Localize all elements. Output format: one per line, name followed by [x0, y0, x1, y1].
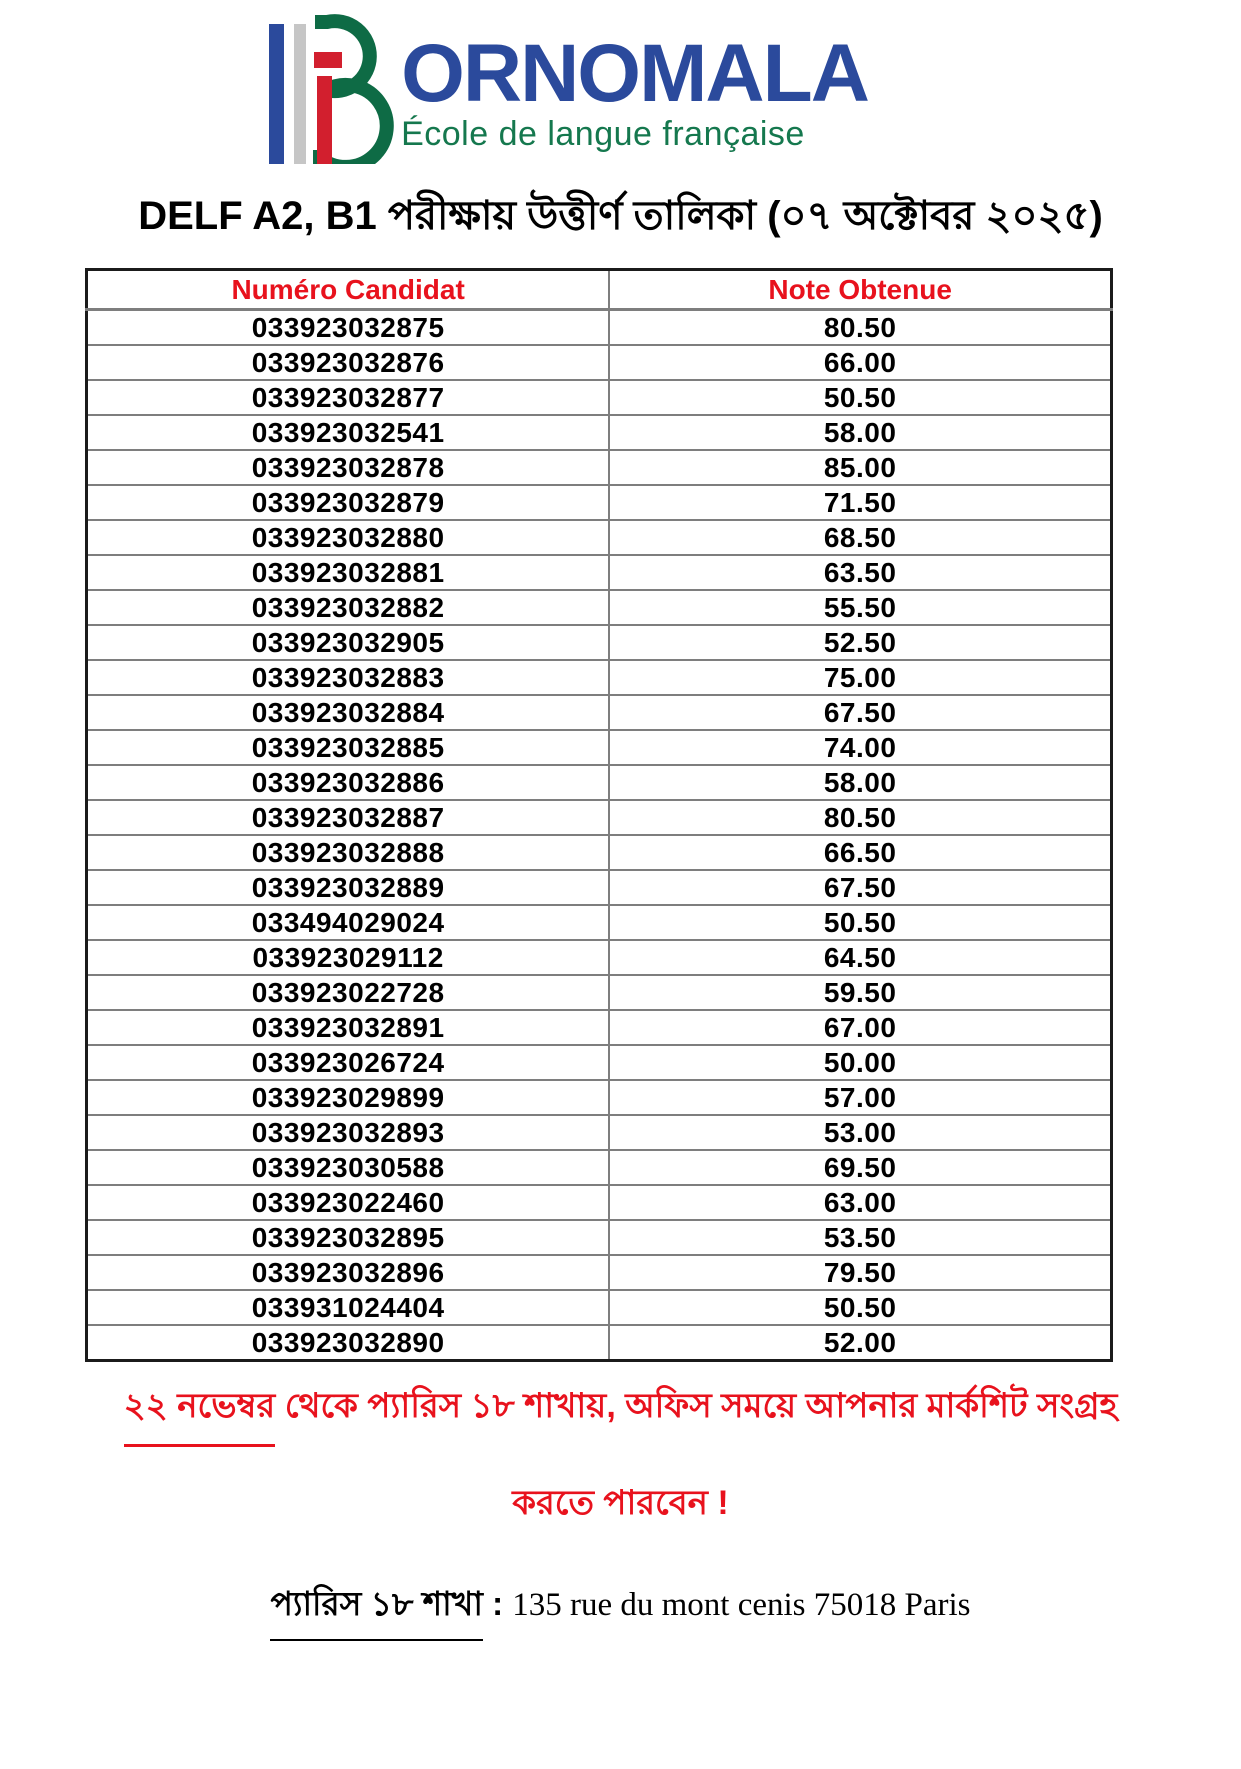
table-row [87, 940, 1112, 975]
note-obtenue-cell: 71.50 [609, 485, 1111, 520]
page-title: DELF A2, B1 পরীক্ষায় উত্তীর্ণ তালিকা (০৭ অক্টোবর ২০২৫) [138, 194, 1103, 238]
note-obtenue-cell: 75.00 [609, 660, 1111, 695]
header-numero-candidat: Numéro Candidat [87, 270, 610, 310]
candidate-number-cell: 033923026724 [87, 1045, 610, 1080]
note-obtenue-cell: 58.00 [609, 415, 1111, 450]
note-obtenue-cell: 66.50 [609, 835, 1111, 870]
candidate-number-cell: 033923032891 [87, 1010, 610, 1045]
candidate-number-cell: 033923032893 [87, 1115, 610, 1150]
candidate-number-cell: 033923032885 [87, 730, 610, 765]
candidate-number-cell: 033923032877 [87, 380, 610, 415]
table-row [87, 1080, 1112, 1115]
table-row [87, 1325, 1112, 1361]
table-row [87, 660, 1112, 695]
note-obtenue-cell: 79.50 [609, 1255, 1111, 1290]
notice-line-2: করতে পারবেন ! [512, 1484, 729, 1522]
table-row [87, 450, 1112, 485]
note-obtenue-cell: 50.50 [609, 1290, 1111, 1325]
table-row [87, 905, 1112, 940]
note-obtenue-cell: 50.50 [609, 380, 1111, 415]
header-note-obtenue: Note Obtenue [609, 270, 1111, 310]
table-row [87, 765, 1112, 800]
table-row [87, 380, 1112, 415]
candidate-number-cell: 033923032888 [87, 835, 610, 870]
candidate-number-cell: 033923032541 [87, 415, 610, 450]
table-row [87, 555, 1112, 590]
branch-separator: : [482, 1585, 513, 1622]
candidate-number-cell: 033923029899 [87, 1080, 610, 1115]
candidate-number-cell: 033923032896 [87, 1255, 610, 1290]
note-obtenue-cell: 67.00 [609, 1010, 1111, 1045]
table-row [87, 1150, 1112, 1185]
brand-name: ORNOMALA [401, 28, 868, 119]
table-row [87, 1115, 1112, 1150]
table-row [87, 590, 1112, 625]
marksheet-notice [0, 1380, 1241, 1534]
table-row [87, 1010, 1112, 1045]
note-obtenue-cell: 59.50 [609, 975, 1111, 1010]
table-row [87, 870, 1112, 905]
note-obtenue-cell: 58.00 [609, 765, 1111, 800]
candidate-number-cell: 033923032882 [87, 590, 610, 625]
note-obtenue-cell: 64.50 [609, 940, 1111, 975]
note-obtenue-cell: 80.50 [609, 800, 1111, 835]
table-row [87, 625, 1112, 660]
note-obtenue-cell: 57.00 [609, 1080, 1111, 1115]
brand-tagline: École de langue française [401, 115, 805, 154]
note-obtenue-cell: 55.50 [609, 590, 1111, 625]
table-row [87, 1185, 1112, 1220]
note-obtenue-cell: 50.50 [609, 905, 1111, 940]
candidate-number-cell: 033923032875 [87, 310, 610, 346]
logo-text [401, 28, 868, 154]
candidate-number-cell: 033931024404 [87, 1290, 610, 1325]
table-row [87, 730, 1112, 765]
candidate-number-cell: 033923032880 [87, 520, 610, 555]
results-table [85, 268, 1113, 1362]
table-row [87, 1220, 1112, 1255]
table-row [87, 1255, 1112, 1290]
candidate-number-cell: 033923029112 [87, 940, 610, 975]
table-row [87, 415, 1112, 450]
note-obtenue-cell: 63.50 [609, 555, 1111, 590]
candidate-number-cell: 033923032889 [87, 870, 610, 905]
candidate-number-cell: 033923030588 [87, 1150, 610, 1185]
table-row [87, 695, 1112, 730]
notice-line-1-rest: থেকে প্যারিস ১৮ শাখায়, অফিস সময়ে আপনার মার্কশিট সংগ্রহ [275, 1387, 1118, 1425]
table-header-row [87, 270, 1112, 310]
candidate-number-cell: 033923032883 [87, 660, 610, 695]
note-obtenue-cell: 52.50 [609, 625, 1111, 660]
candidate-number-cell: 033494029024 [87, 905, 610, 940]
branch-address [0, 1578, 1241, 1641]
results-table-body [87, 310, 1112, 1361]
candidate-number-cell: 033923032905 [87, 625, 610, 660]
candidate-number-cell: 033923022460 [87, 1185, 610, 1220]
table-row [87, 1045, 1112, 1080]
candidate-number-cell: 033923032878 [87, 450, 610, 485]
note-obtenue-cell: 80.50 [609, 310, 1111, 346]
bornomala-logo-icon [269, 14, 397, 164]
note-obtenue-cell: 67.50 [609, 695, 1111, 730]
note-obtenue-cell: 69.50 [609, 1150, 1111, 1185]
note-obtenue-cell: 50.00 [609, 1045, 1111, 1080]
candidate-number-cell: 033923032884 [87, 695, 610, 730]
candidate-number-cell: 033923032890 [87, 1325, 610, 1361]
note-obtenue-cell: 68.50 [609, 520, 1111, 555]
candidate-number-cell: 033923022728 [87, 975, 610, 1010]
document-page [0, 14, 1241, 1769]
candidate-number-cell: 033923032881 [87, 555, 610, 590]
note-obtenue-cell: 53.50 [609, 1220, 1111, 1255]
note-obtenue-cell: 67.50 [609, 870, 1111, 905]
table-row [87, 520, 1112, 555]
branch-address-text: 135 rue du mont cenis 75018 Paris [512, 1587, 971, 1623]
candidate-number-cell: 033923032876 [87, 345, 610, 380]
logo [0, 14, 1189, 166]
note-obtenue-cell: 52.00 [609, 1325, 1111, 1361]
note-obtenue-cell: 74.00 [609, 730, 1111, 765]
table-row [87, 310, 1112, 346]
candidate-number-cell: 033923032879 [87, 485, 610, 520]
note-obtenue-cell: 66.00 [609, 345, 1111, 380]
note-obtenue-cell: 63.00 [609, 1185, 1111, 1220]
table-row [87, 485, 1112, 520]
notice-date-underlined: ২২ নভেম্বর [124, 1380, 276, 1447]
table-row [87, 800, 1112, 835]
branch-label: প্যারিস ১৮ শাখা [270, 1578, 482, 1641]
table-row [87, 345, 1112, 380]
notice-line-1 [0, 1380, 1241, 1447]
candidate-number-cell: 033923032886 [87, 765, 610, 800]
note-obtenue-cell: 85.00 [609, 450, 1111, 485]
table-row [87, 835, 1112, 870]
note-obtenue-cell: 53.00 [609, 1115, 1111, 1150]
candidate-number-cell: 033923032887 [87, 800, 610, 835]
table-row [87, 975, 1112, 1010]
candidate-number-cell: 033923032895 [87, 1220, 610, 1255]
table-row [87, 1290, 1112, 1325]
